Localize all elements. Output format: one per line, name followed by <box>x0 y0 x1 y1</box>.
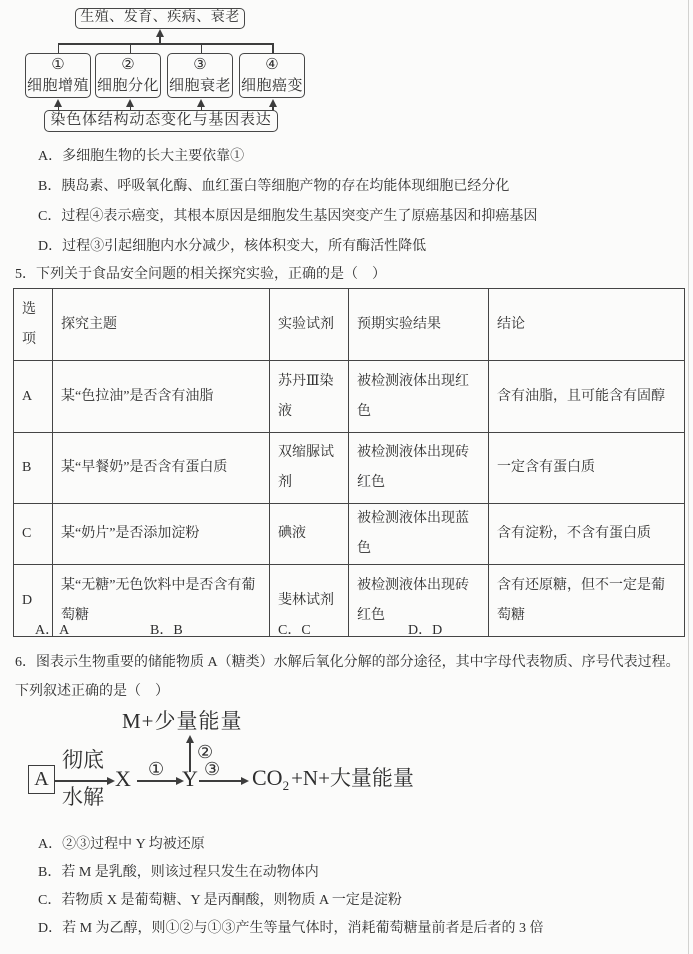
process-number: ② <box>121 57 135 73</box>
table-cell: D <box>14 565 53 637</box>
table-row <box>14 504 685 565</box>
product-right-label <box>252 765 414 794</box>
substance-y-label: Y <box>182 766 198 791</box>
q5-experiment-table <box>13 288 685 637</box>
col-header: 预期实验结果 <box>349 289 489 361</box>
col-header: 结论 <box>489 289 685 361</box>
diagram-top-box <box>75 8 245 29</box>
step2-label: ② <box>197 742 214 762</box>
table-header-row <box>14 289 685 361</box>
co2-formula: CO <box>252 765 283 790</box>
process-label: 细胞增殖 <box>26 78 89 94</box>
connector-line <box>201 43 203 53</box>
process-label: 细胞癌变 <box>240 78 303 94</box>
table-cell: A <box>14 361 53 433</box>
q4-option-c: C．过程④表示癌变，其根本原因是细胞发生基因突变产生了原癌基因和抑癌基因 <box>38 209 538 224</box>
connector-line <box>272 43 274 53</box>
connector-line <box>137 780 176 782</box>
table-cell: 某“色拉油”是否含有油脂 <box>53 361 270 433</box>
product-up-label: M+少量能量 <box>122 709 243 733</box>
substance-x-label: X <box>115 766 131 791</box>
table-cell: 某“无糖”无色饮料中是否含有葡萄糖 <box>53 565 270 637</box>
table-cell: B <box>14 433 53 504</box>
q6-stem: 6．图表示生物重要的储能物质 A（糖类）水解后氧化分解的部分途径，其中字母代表物质、序号代表过程。下列叙述正确的是（ ） <box>15 655 680 699</box>
table-cell: 被检测液体出现蓝色 <box>349 504 489 565</box>
diagram-bottom-box <box>44 110 278 132</box>
q5-stem: 5．下列关于食品安全问题的相关探究实验，正确的是（ ） <box>15 267 386 282</box>
connector-line <box>58 43 273 45</box>
q5-answer-c: C．C <box>278 623 311 638</box>
diagram-top-box-label: 生殖、发育、疾病、衰老 <box>80 10 240 25</box>
q4-option-b: B．胰岛素、呼吸氧化酶、血红蛋白等细胞产物的存在均能体现细胞已经分化 <box>38 179 510 194</box>
cell-lifecycle-diagram <box>0 0 693 145</box>
table-cell: 含有淀粉，不含有蛋白质 <box>489 504 685 565</box>
table-cell: 含有还原糖，但不一定是葡萄糖 <box>489 565 685 637</box>
table-row <box>14 361 685 433</box>
table-cell: 被检测液体出现砖红色 <box>349 565 489 637</box>
col-header: 探究主题 <box>53 289 270 361</box>
table-cell: 被检测液体出现砖红色 <box>349 433 489 504</box>
process-number: ③ <box>193 57 207 73</box>
scan-edge-artifact <box>688 0 689 954</box>
table-cell: 某“早餐奶”是否含有蛋白质 <box>53 433 270 504</box>
step3-label: ③ <box>204 759 221 779</box>
arrow-right-icon <box>107 777 115 785</box>
connector-line <box>130 43 132 53</box>
q4-option-d: D．过程③引起细胞内水分减少，核体积变大，所有酶活性降低 <box>38 239 427 254</box>
process-box-3 <box>167 53 233 98</box>
q6-option-b: B．若 M 是乳酸，则该过程只发生在动物体内 <box>38 865 319 880</box>
process-box-2 <box>95 53 161 98</box>
table-row <box>14 565 685 637</box>
table-cell: 碘液 <box>270 504 349 565</box>
co2-subscript: 2 <box>282 778 290 794</box>
hydrolysis-label-bottom: 水解 <box>62 785 104 809</box>
step1-label: ① <box>148 759 165 779</box>
table-cell: 一定含有蛋白质 <box>489 433 685 504</box>
process-box-4 <box>239 53 305 98</box>
process-number: ① <box>51 57 65 73</box>
table-cell: 苏丹Ⅲ染液 <box>270 361 349 433</box>
connector-line <box>199 780 241 782</box>
product-right-rest: +N+大量能量 <box>291 766 414 790</box>
process-box-1 <box>25 53 91 98</box>
table-cell: 含有油脂，且可能含有固醇 <box>489 361 685 433</box>
q5-answer-d: D．D <box>408 623 443 638</box>
substrate-box <box>28 765 55 794</box>
col-header: 选项 <box>14 289 53 361</box>
q6-option-d: D．若 M 为乙醇，则①②与①③产生等量气体时，消耗葡萄糖量前者是后者的 3 倍 <box>38 921 544 936</box>
q5-answer-b: B．B <box>150 623 183 638</box>
q6-option-a: A．②③过程中 Y 均被还原 <box>38 837 205 852</box>
connector-line <box>58 43 60 53</box>
table-cell: 被检测液体出现红色 <box>349 361 489 433</box>
process-label: 细胞衰老 <box>168 78 231 94</box>
table-row <box>14 433 685 504</box>
table-cell: C <box>14 504 53 565</box>
table-cell: 某“奶片”是否添加淀粉 <box>53 504 270 565</box>
diagram-bottom-box-label: 染色体结构动态变化与基因表达 <box>50 112 272 128</box>
table-cell: 斐林试剂 <box>270 565 349 637</box>
table-cell: 双缩脲试剂 <box>270 433 349 504</box>
connector-line <box>55 780 107 782</box>
process-number: ④ <box>265 57 279 73</box>
col-header: 实验试剂 <box>270 289 349 361</box>
q4-option-a: A．多细胞生物的长大主要依靠① <box>38 149 245 164</box>
substrate-label: A <box>34 768 49 790</box>
hydrolysis-label-top: 彻底 <box>62 748 104 772</box>
glucose-pathway-diagram <box>0 700 693 818</box>
arrow-right-icon <box>241 777 249 785</box>
q5-answer-a: A．A <box>35 623 70 638</box>
q6-option-c: C．若物质 X 是葡萄糖、Y 是丙酮酸，则物质 A 一定是淀粉 <box>38 893 402 908</box>
process-label: 细胞分化 <box>96 78 159 94</box>
